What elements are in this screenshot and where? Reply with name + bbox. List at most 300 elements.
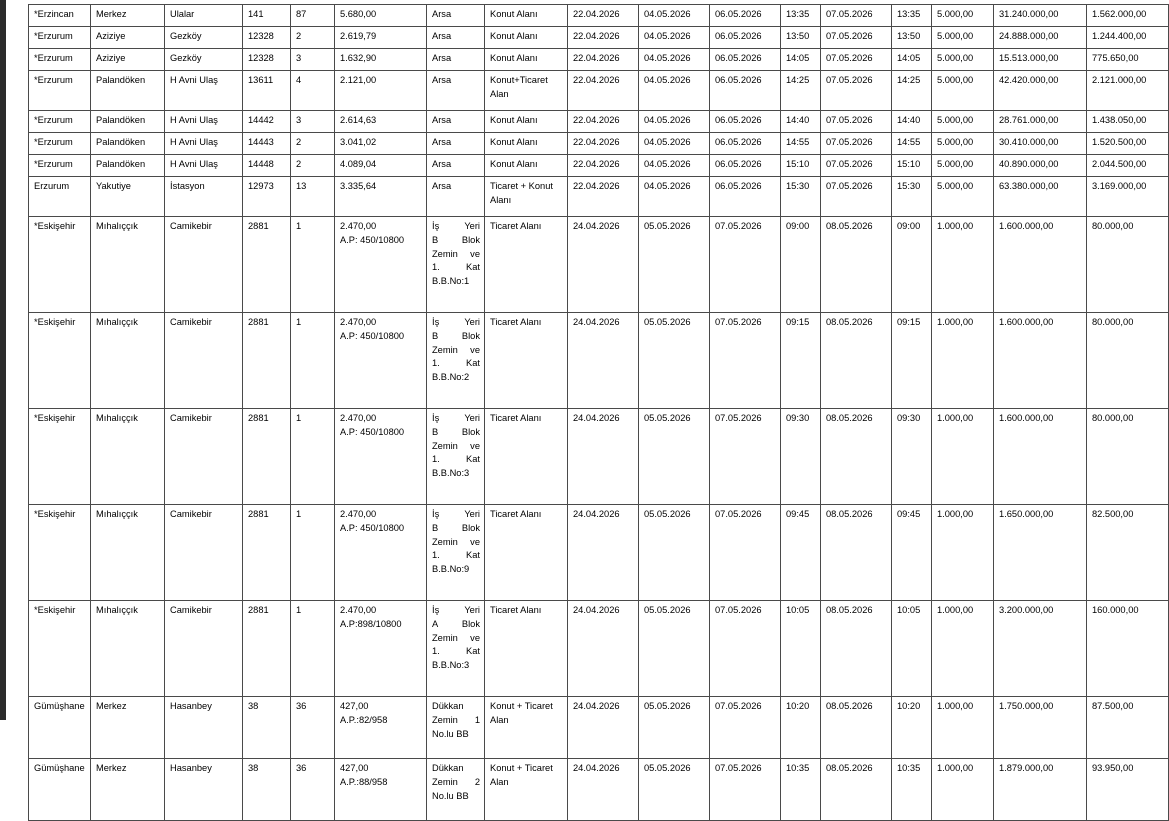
cell-ilan-tarihi: 24.04.2026 — [568, 409, 639, 505]
cell-teminat-katsayisi: 1.000,00 — [932, 217, 994, 313]
cell-son-basvuru-tarihi: 04.05.2026 — [639, 49, 710, 71]
cell-ihale-saati-1: 09:45 — [781, 505, 821, 601]
yuzolcumu-value: 5.680,00 — [340, 9, 377, 19]
cell-ihale-saati-2: 15:30 — [892, 177, 932, 217]
cell-ihale-tarihi-1: 06.05.2026 — [710, 71, 781, 111]
cell-muhammen-bedel: 42.420.000,00 — [994, 71, 1087, 111]
cell-son-basvuru-tarihi: 05.05.2026 — [639, 697, 710, 759]
cell-son-basvuru-tarihi: 04.05.2026 — [639, 111, 710, 133]
cell-mahalle: Hasanbey — [165, 759, 243, 821]
cell-gecici-teminat: 93.950,00 — [1087, 759, 1169, 821]
nitelik-line: B.B.No:9 — [432, 564, 470, 574]
cell-teminat-katsayisi: 5.000,00 — [932, 71, 994, 111]
table-row — [29, 49, 1169, 71]
cell-ihale-saati-2: 13:50 — [892, 27, 932, 49]
cell-yuzolcumu — [335, 217, 427, 313]
cell-ihale-tarihi-2: 07.05.2026 — [821, 133, 892, 155]
cell-nitelik — [427, 697, 485, 759]
cell-ihale-tarihi-2: 08.05.2026 — [821, 759, 892, 821]
cell-muhammen-bedel: 28.761.000,00 — [994, 111, 1087, 133]
table-row — [29, 155, 1169, 177]
table-row — [29, 71, 1169, 111]
nitelik-line: B.B.No:3 — [432, 468, 470, 478]
page-edge-artifact — [0, 0, 6, 720]
cell-ilan-tarihi: 24.04.2026 — [568, 313, 639, 409]
cell-il: *Eskişehir — [29, 313, 91, 409]
cell-son-basvuru-tarihi: 05.05.2026 — [639, 409, 710, 505]
cell-ihale-saati-2: 10:20 — [892, 697, 932, 759]
cell-teminat-katsayisi: 5.000,00 — [932, 27, 994, 49]
cell-parsel: 36 — [291, 759, 335, 821]
cell-ilan-tarihi: 22.04.2026 — [568, 133, 639, 155]
cell-ilan-tarihi: 24.04.2026 — [568, 697, 639, 759]
cell-son-basvuru-tarihi: 04.05.2026 — [639, 177, 710, 217]
cell-ilce: Mıhalıççık — [91, 313, 165, 409]
cell-gecici-teminat: 80.000,00 — [1087, 217, 1169, 313]
cell-parsel: 1 — [291, 505, 335, 601]
cell-yuzolcumu — [335, 601, 427, 697]
cell-ilan-tarihi: 24.04.2026 — [568, 217, 639, 313]
cell-yuzolcumu — [335, 71, 427, 111]
cell-parsel: 36 — [291, 697, 335, 759]
cell-parsel: 3 — [291, 49, 335, 71]
cell-gecici-teminat: 82.500,00 — [1087, 505, 1169, 601]
cell-ihale-saati-2: 09:00 — [892, 217, 932, 313]
cell-ihale-saati-2: 14:40 — [892, 111, 932, 133]
cell-son-basvuru-tarihi: 04.05.2026 — [639, 71, 710, 111]
cell-imar-durumu: Konut Alanı — [485, 133, 568, 155]
cell-gecici-teminat: 1.438.050,00 — [1087, 111, 1169, 133]
cell-nitelik: Arsa — [427, 111, 485, 133]
cell-ilan-tarihi: 22.04.2026 — [568, 71, 639, 111]
cell-ihale-tarihi-2: 07.05.2026 — [821, 27, 892, 49]
cell-muhammen-bedel: 1.750.000,00 — [994, 697, 1087, 759]
cell-ihale-saati-1: 10:05 — [781, 601, 821, 697]
cell-ilan-tarihi: 22.04.2026 — [568, 111, 639, 133]
cell-ihale-saati-2: 10:35 — [892, 759, 932, 821]
cell-imar-durumu: Konut Alanı — [485, 27, 568, 49]
cell-ada: 2881 — [243, 217, 291, 313]
cell-son-basvuru-tarihi: 05.05.2026 — [639, 759, 710, 821]
cell-ada: 12328 — [243, 27, 291, 49]
cell-ihale-saati-1: 09:30 — [781, 409, 821, 505]
cell-teminat-katsayisi: 1.000,00 — [932, 313, 994, 409]
cell-ihale-tarihi-2: 08.05.2026 — [821, 217, 892, 313]
cell-yuzolcumu — [335, 5, 427, 27]
cell-parsel: 1 — [291, 313, 335, 409]
cell-ihale-tarihi-2: 08.05.2026 — [821, 601, 892, 697]
cell-ilan-tarihi: 24.04.2026 — [568, 505, 639, 601]
cell-ilan-tarihi: 24.04.2026 — [568, 759, 639, 821]
cell-nitelik — [427, 313, 485, 409]
nitelik-line: B Blok — [432, 426, 480, 437]
cell-imar-durumu: Konut + Ticaret Alan — [485, 759, 568, 821]
cell-ada: 14448 — [243, 155, 291, 177]
nitelik-line: İş Yeri — [432, 509, 480, 519]
cell-ilce: Palandöken — [91, 133, 165, 155]
cell-gecici-teminat: 80.000,00 — [1087, 313, 1169, 409]
cell-son-basvuru-tarihi: 04.05.2026 — [639, 27, 710, 49]
cell-nitelik: Arsa — [427, 27, 485, 49]
cell-nitelik: Arsa — [427, 177, 485, 217]
nitelik-line: Zemin ve — [432, 536, 480, 547]
cell-ihale-tarihi-2: 08.05.2026 — [821, 409, 892, 505]
cell-muhammen-bedel: 15.513.000,00 — [994, 49, 1087, 71]
cell-gecici-teminat: 87.500,00 — [1087, 697, 1169, 759]
cell-ihale-tarihi-2: 08.05.2026 — [821, 505, 892, 601]
cell-ada: 2881 — [243, 601, 291, 697]
cell-teminat-katsayisi: 5.000,00 — [932, 5, 994, 27]
nitelik-line: No.lu BB — [432, 728, 469, 739]
cell-gecici-teminat: 2.044.500,00 — [1087, 155, 1169, 177]
cell-son-basvuru-tarihi: 04.05.2026 — [639, 133, 710, 155]
cell-il: *Eskişehir — [29, 601, 91, 697]
cell-mahalle: Gezköy — [165, 27, 243, 49]
cell-son-basvuru-tarihi: 04.05.2026 — [639, 5, 710, 27]
cell-ihale-saati-2: 14:25 — [892, 71, 932, 111]
nitelik-line: 1. Kat — [432, 646, 480, 657]
cell-il: *Erzincan — [29, 5, 91, 27]
cell-imar-durumu: Ticaret Alanı — [485, 313, 568, 409]
nitelik-line: 1. Kat — [432, 358, 480, 369]
cell-mahalle: H Avni Ulaş — [165, 71, 243, 111]
cell-nitelik — [427, 409, 485, 505]
cell-ihale-tarihi-1: 06.05.2026 — [710, 49, 781, 71]
cell-ilce: Mıhalıççık — [91, 505, 165, 601]
nitelik-line: B Blok — [432, 522, 480, 533]
cell-ihale-tarihi-2: 08.05.2026 — [821, 313, 892, 409]
table-row — [29, 177, 1169, 217]
cell-ihale-saati-1: 13:50 — [781, 27, 821, 49]
cell-il: *Erzurum — [29, 71, 91, 111]
cell-imar-durumu: Konut Alanı — [485, 111, 568, 133]
nitelik-line: Zemin ve — [432, 344, 480, 355]
cell-teminat-katsayisi: 1.000,00 — [932, 409, 994, 505]
nitelik-line: Zemin ve — [432, 440, 480, 451]
cell-yuzolcumu — [335, 155, 427, 177]
cell-ilce: Mıhalıççık — [91, 409, 165, 505]
cell-gecici-teminat: 160.000,00 — [1087, 601, 1169, 697]
cell-ihale-saati-1: 14:40 — [781, 111, 821, 133]
cell-gecici-teminat: 1.520.500,00 — [1087, 133, 1169, 155]
cell-ada: 2881 — [243, 505, 291, 601]
table-row — [29, 697, 1169, 759]
cell-ihale-tarihi-2: 07.05.2026 — [821, 5, 892, 27]
cell-ilce: Merkez — [91, 697, 165, 759]
cell-imar-durumu: Ticaret Alanı — [485, 217, 568, 313]
cell-ilce: Palandöken — [91, 155, 165, 177]
cell-ihale-saati-1: 09:15 — [781, 313, 821, 409]
cell-teminat-katsayisi: 5.000,00 — [932, 155, 994, 177]
cell-muhammen-bedel: 3.200.000,00 — [994, 601, 1087, 697]
nitelik-line: B.B.No:2 — [432, 372, 470, 382]
cell-ihale-saati-1: 10:20 — [781, 697, 821, 759]
cell-ihale-tarihi-1: 07.05.2026 — [710, 217, 781, 313]
nitelik-line: B.B.No:3 — [432, 660, 470, 670]
cell-ada: 14443 — [243, 133, 291, 155]
cell-parsel: 1 — [291, 409, 335, 505]
arsa-payi-value: A.P: 450/10800 — [340, 234, 405, 245]
table-row — [29, 505, 1169, 601]
cell-mahalle: Camikebir — [165, 409, 243, 505]
cell-parsel: 87 — [291, 5, 335, 27]
cell-nitelik: Arsa — [427, 133, 485, 155]
cell-il: *Erzurum — [29, 27, 91, 49]
cell-son-basvuru-tarihi: 05.05.2026 — [639, 313, 710, 409]
yuzolcumu-value: 3.335,64 — [340, 181, 377, 191]
table-row — [29, 409, 1169, 505]
cell-imar-durumu: Konut Alanı — [485, 5, 568, 27]
yuzolcumu-value: 2.121,00 — [340, 75, 377, 85]
cell-il: *Eskişehir — [29, 409, 91, 505]
cell-gecici-teminat: 3.169.000,00 — [1087, 177, 1169, 217]
cell-ihale-saati-2: 14:05 — [892, 49, 932, 71]
nitelik-line: B.B.No:1 — [432, 276, 470, 286]
cell-ihale-saati-2: 13:35 — [892, 5, 932, 27]
cell-ihale-saati-2: 09:15 — [892, 313, 932, 409]
cell-ihale-tarihi-2: 07.05.2026 — [821, 177, 892, 217]
nitelik-line: Zemin 2 — [432, 776, 480, 787]
cell-ilce: Mıhalıççık — [91, 601, 165, 697]
cell-muhammen-bedel: 30.410.000,00 — [994, 133, 1087, 155]
cell-nitelik: Arsa — [427, 49, 485, 71]
nitelik-line: Dükkan — [432, 763, 464, 773]
arsa-payi-value: A.P:898/10800 — [340, 618, 402, 629]
nitelik-line: İş Yeri — [432, 317, 480, 327]
yuzolcumu-value: 2.470,00 — [340, 221, 377, 231]
cell-teminat-katsayisi: 1.000,00 — [932, 697, 994, 759]
cell-ihale-saati-1: 14:55 — [781, 133, 821, 155]
cell-ihale-tarihi-1: 07.05.2026 — [710, 759, 781, 821]
cell-il: Erzurum — [29, 177, 91, 217]
cell-ilce: Mıhalıççık — [91, 217, 165, 313]
cell-muhammen-bedel: 24.888.000,00 — [994, 27, 1087, 49]
yuzolcumu-value: 1.632,90 — [340, 53, 377, 63]
cell-teminat-katsayisi: 5.000,00 — [932, 49, 994, 71]
cell-ihale-tarihi-1: 06.05.2026 — [710, 155, 781, 177]
nitelik-line: B Blok — [432, 330, 480, 341]
cell-il: Gümüşhane — [29, 697, 91, 759]
nitelik-line: No.lu BB — [432, 790, 469, 801]
yuzolcumu-value: 4.089,04 — [340, 159, 377, 169]
arsa-payi-value: A.P: 450/10800 — [340, 426, 405, 437]
cell-il: *Eskişehir — [29, 505, 91, 601]
cell-parsel: 13 — [291, 177, 335, 217]
cell-ihale-saati-2: 14:55 — [892, 133, 932, 155]
cell-mahalle: Hasanbey — [165, 697, 243, 759]
cell-mahalle: H Avni Ulaş — [165, 155, 243, 177]
cell-teminat-katsayisi: 5.000,00 — [932, 177, 994, 217]
cell-ihale-saati-2: 09:45 — [892, 505, 932, 601]
cell-nitelik — [427, 601, 485, 697]
arsa-payi-value: A.P: 450/10800 — [340, 522, 405, 533]
cell-nitelik — [427, 759, 485, 821]
table-body — [29, 5, 1169, 821]
cell-ada: 12328 — [243, 49, 291, 71]
cell-teminat-katsayisi: 1.000,00 — [932, 759, 994, 821]
cell-ilan-tarihi: 22.04.2026 — [568, 27, 639, 49]
nitelik-line: Dükkan — [432, 701, 464, 711]
cell-gecici-teminat: 775.650,00 — [1087, 49, 1169, 71]
cell-nitelik: Arsa — [427, 71, 485, 111]
cell-ilce: Palandöken — [91, 71, 165, 111]
tender-listing-table — [28, 4, 1169, 821]
arsa-payi-value: A.P.:82/958 — [340, 714, 388, 725]
cell-mahalle: H Avni Ulaş — [165, 111, 243, 133]
cell-nitelik — [427, 505, 485, 601]
cell-il: *Erzurum — [29, 49, 91, 71]
nitelik-line: 1. Kat — [432, 262, 480, 273]
cell-parsel: 1 — [291, 601, 335, 697]
cell-muhammen-bedel: 1.879.000,00 — [994, 759, 1087, 821]
cell-yuzolcumu — [335, 409, 427, 505]
cell-ada: 2881 — [243, 409, 291, 505]
cell-parsel: 2 — [291, 27, 335, 49]
cell-ilce: Merkez — [91, 759, 165, 821]
cell-gecici-teminat: 80.000,00 — [1087, 409, 1169, 505]
cell-il: *Erzurum — [29, 155, 91, 177]
cell-ihale-saati-1: 10:35 — [781, 759, 821, 821]
table-row — [29, 133, 1169, 155]
nitelik-line: İş Yeri — [432, 605, 480, 615]
cell-muhammen-bedel: 1.600.000,00 — [994, 313, 1087, 409]
cell-yuzolcumu — [335, 133, 427, 155]
cell-parsel: 2 — [291, 155, 335, 177]
cell-il: Gümüşhane — [29, 759, 91, 821]
yuzolcumu-value: 427,00 — [340, 763, 369, 773]
cell-nitelik: Arsa — [427, 155, 485, 177]
arsa-payi-value: A.P.:88/958 — [340, 776, 388, 787]
cell-ada: 2881 — [243, 313, 291, 409]
cell-ilce: Palandöken — [91, 111, 165, 133]
cell-parsel: 2 — [291, 133, 335, 155]
cell-ilan-tarihi: 22.04.2026 — [568, 5, 639, 27]
cell-muhammen-bedel: 1.650.000,00 — [994, 505, 1087, 601]
cell-ihale-saati-1: 14:05 — [781, 49, 821, 71]
cell-parsel: 4 — [291, 71, 335, 111]
cell-mahalle: Camikebir — [165, 505, 243, 601]
cell-nitelik — [427, 217, 485, 313]
nitelik-line: Zemin ve — [432, 632, 480, 643]
cell-yuzolcumu — [335, 111, 427, 133]
cell-mahalle: Camikebir — [165, 217, 243, 313]
cell-ihale-saati-2: 15:10 — [892, 155, 932, 177]
cell-nitelik: Arsa — [427, 5, 485, 27]
cell-ada: 38 — [243, 697, 291, 759]
cell-ilce: Aziziye — [91, 49, 165, 71]
table-sheet — [28, 4, 1153, 821]
yuzolcumu-value: 2.614,63 — [340, 115, 377, 125]
cell-parsel: 3 — [291, 111, 335, 133]
cell-ada: 14442 — [243, 111, 291, 133]
table-row — [29, 5, 1169, 27]
cell-ihale-tarihi-1: 07.05.2026 — [710, 601, 781, 697]
cell-son-basvuru-tarihi: 05.05.2026 — [639, 505, 710, 601]
cell-yuzolcumu — [335, 177, 427, 217]
cell-mahalle: Camikebir — [165, 313, 243, 409]
cell-yuzolcumu — [335, 697, 427, 759]
cell-gecici-teminat: 1.244.400,00 — [1087, 27, 1169, 49]
cell-ihale-saati-2: 09:30 — [892, 409, 932, 505]
cell-son-basvuru-tarihi: 05.05.2026 — [639, 217, 710, 313]
cell-ilan-tarihi: 22.04.2026 — [568, 177, 639, 217]
cell-imar-durumu: Ticaret Alanı — [485, 505, 568, 601]
cell-teminat-katsayisi: 1.000,00 — [932, 601, 994, 697]
cell-yuzolcumu — [335, 505, 427, 601]
cell-mahalle: Ulalar — [165, 5, 243, 27]
cell-ada: 12973 — [243, 177, 291, 217]
cell-ihale-tarihi-2: 07.05.2026 — [821, 111, 892, 133]
cell-ilan-tarihi: 24.04.2026 — [568, 601, 639, 697]
nitelik-line: Zemin ve — [432, 248, 480, 259]
cell-yuzolcumu — [335, 313, 427, 409]
table-row — [29, 111, 1169, 133]
cell-ihale-tarihi-1: 06.05.2026 — [710, 177, 781, 217]
cell-teminat-katsayisi: 5.000,00 — [932, 111, 994, 133]
cell-ihale-tarihi-2: 07.05.2026 — [821, 49, 892, 71]
cell-ada: 38 — [243, 759, 291, 821]
cell-imar-durumu: Ticaret + Konut Alanı — [485, 177, 568, 217]
cell-son-basvuru-tarihi: 05.05.2026 — [639, 601, 710, 697]
nitelik-line: İş Yeri — [432, 413, 480, 423]
cell-son-basvuru-tarihi: 04.05.2026 — [639, 155, 710, 177]
cell-mahalle: İstasyon — [165, 177, 243, 217]
cell-gecici-teminat: 2.121.000,00 — [1087, 71, 1169, 111]
cell-ilce: Merkez — [91, 5, 165, 27]
nitelik-line: B Blok — [432, 234, 480, 245]
cell-yuzolcumu — [335, 759, 427, 821]
cell-ihale-saati-1: 15:10 — [781, 155, 821, 177]
cell-imar-durumu: Ticaret Alanı — [485, 601, 568, 697]
cell-ihale-tarihi-1: 07.05.2026 — [710, 697, 781, 759]
cell-ihale-tarihi-1: 06.05.2026 — [710, 27, 781, 49]
cell-ihale-tarihi-1: 07.05.2026 — [710, 313, 781, 409]
yuzolcumu-value: 427,00 — [340, 701, 369, 711]
cell-ihale-saati-1: 13:35 — [781, 5, 821, 27]
nitelik-line: 1. Kat — [432, 550, 480, 561]
yuzolcumu-value: 2.470,00 — [340, 605, 377, 615]
cell-ilce: Aziziye — [91, 27, 165, 49]
cell-yuzolcumu — [335, 49, 427, 71]
cell-muhammen-bedel: 1.600.000,00 — [994, 409, 1087, 505]
cell-ihale-tarihi-1: 06.05.2026 — [710, 111, 781, 133]
cell-muhammen-bedel: 63.380.000,00 — [994, 177, 1087, 217]
cell-ihale-tarihi-1: 07.05.2026 — [710, 505, 781, 601]
table-row — [29, 759, 1169, 821]
cell-ada: 13611 — [243, 71, 291, 111]
yuzolcumu-value: 2.470,00 — [340, 413, 377, 423]
cell-mahalle: Gezköy — [165, 49, 243, 71]
cell-imar-durumu: Konut + Ticaret Alan — [485, 697, 568, 759]
cell-ihale-tarihi-2: 07.05.2026 — [821, 155, 892, 177]
yuzolcumu-value: 2.619,79 — [340, 31, 377, 41]
cell-ada: 141 — [243, 5, 291, 27]
cell-mahalle: H Avni Ulaş — [165, 133, 243, 155]
table-row — [29, 27, 1169, 49]
cell-ihale-saati-1: 09:00 — [781, 217, 821, 313]
cell-imar-durumu: Ticaret Alanı — [485, 409, 568, 505]
cell-ihale-saati-1: 14:25 — [781, 71, 821, 111]
cell-teminat-katsayisi: 1.000,00 — [932, 505, 994, 601]
cell-imar-durumu: Konut Alanı — [485, 49, 568, 71]
cell-ihale-saati-2: 10:05 — [892, 601, 932, 697]
cell-yuzolcumu — [335, 27, 427, 49]
cell-muhammen-bedel: 31.240.000,00 — [994, 5, 1087, 27]
cell-il: *Erzurum — [29, 111, 91, 133]
nitelik-line: A Blok — [432, 618, 480, 629]
nitelik-line: Zemin 1 — [432, 714, 480, 725]
cell-teminat-katsayisi: 5.000,00 — [932, 133, 994, 155]
